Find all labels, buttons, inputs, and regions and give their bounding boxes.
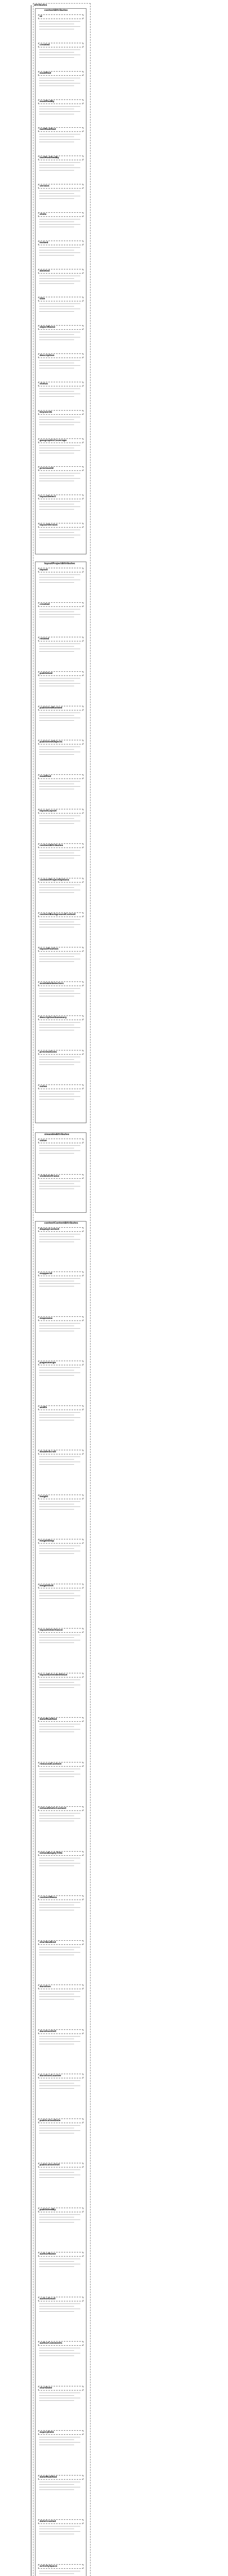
attribute-box[interactable]	[38, 2297, 83, 2301]
attribute-description-rule	[39, 106, 80, 107]
attribute-description-rule	[39, 1064, 74, 1065]
attribute-description-rule	[39, 501, 80, 502]
attribute-name: objectName	[40, 326, 56, 329]
attribute-description-rule	[39, 2219, 80, 2220]
group-name-layout-project-attributes: layoutProjectAttributes	[44, 563, 75, 565]
attribute-description-rule	[39, 1860, 74, 1861]
attribute-name: heightStep	[40, 1540, 55, 1543]
attribute-box[interactable]	[38, 269, 83, 274]
attribute-description-rule	[39, 80, 74, 81]
attribute-name: durationCounter	[40, 2075, 61, 2078]
attribute-name: activitySpace	[40, 2565, 58, 2568]
attribute-description-rule	[39, 786, 80, 787]
attribute-name: modifiedBy	[40, 100, 55, 103]
attribute-description-rule	[39, 1952, 80, 1953]
attribute-description-rule	[39, 2177, 74, 2178]
attribute-description-rule	[39, 2222, 74, 2223]
attribute-box[interactable]	[38, 1174, 83, 1179]
attribute-box[interactable]	[38, 2252, 83, 2257]
attribute-description-rule	[39, 643, 80, 644]
attribute-description-rule	[39, 988, 80, 989]
attribute-box[interactable]	[38, 1084, 83, 1089]
attribute-description-rule	[39, 396, 74, 397]
attribute-name: layoutLayout	[40, 810, 57, 813]
attribute-description-rule	[39, 1593, 74, 1594]
attribute-description-rule	[39, 139, 80, 140]
attribute-description-rule	[39, 1375, 74, 1376]
attribute-box[interactable]	[38, 99, 83, 104]
attribute-description-rule	[39, 2130, 80, 2131]
attribute-name: visibleInIframe	[40, 1175, 60, 1178]
attribute-name: dateModified	[40, 1718, 57, 1721]
attribute-description-rule	[39, 365, 80, 366]
attribute-box[interactable]	[38, 1050, 83, 1055]
attribute-description-rule	[39, 850, 80, 851]
attribute-description-rule	[39, 445, 80, 446]
attribute-description-rule	[39, 1027, 80, 1028]
attribute-box[interactable]	[38, 297, 83, 301]
attribute-description-rule	[39, 781, 80, 782]
attribute-box[interactable]	[38, 1851, 83, 1856]
attribute-description-rule	[39, 1902, 80, 1903]
attribute-description-rule	[39, 887, 74, 888]
attribute-box[interactable]	[38, 1584, 83, 1588]
attribute-description-rule	[39, 924, 80, 925]
attribute-box[interactable]	[38, 1985, 83, 1989]
attribute-name: publishedObjects	[40, 741, 63, 744]
attribute-description-rule	[39, 478, 80, 479]
attribute-description-rule	[39, 919, 80, 920]
attribute-name: layoutSelect	[40, 496, 56, 499]
attribute-name: related	[40, 637, 49, 640]
attribute-name: notes	[40, 1086, 47, 1089]
attribute-description-rule	[39, 509, 74, 510]
attribute-description-rule	[39, 1145, 80, 1146]
group-name-viewable-attributes: viewableAttributes	[44, 1133, 69, 1136]
attribute-description-rule	[39, 1456, 80, 1457]
attribute-box[interactable]	[38, 1405, 83, 1410]
attribute-description-rule	[39, 1996, 80, 1997]
attribute-description-rule	[39, 1642, 74, 1643]
attribute-description-rule	[39, 1548, 74, 1549]
attribute-description-rule	[39, 334, 74, 335]
attribute-name: availableSelectors	[40, 982, 64, 985]
attribute-box[interactable]	[38, 706, 83, 710]
attribute-description-rule	[39, 1096, 80, 1097]
attribute-box[interactable]	[38, 1762, 83, 1767]
attribute-description-rule	[39, 162, 80, 163]
attribute-description-rule	[39, 956, 74, 957]
attribute-box[interactable]	[38, 1673, 83, 1677]
attribute-name: publicationDate	[40, 2119, 61, 2122]
attribute-box[interactable]	[38, 740, 83, 744]
attributes-label: attributes	[34, 4, 47, 7]
attribute-name: created	[40, 43, 50, 46]
attribute-description-rule	[39, 1283, 80, 1284]
attribute-name: publishedBy	[40, 2208, 56, 2211]
attribute-description-rule	[39, 283, 74, 284]
attribute-name: version	[40, 185, 49, 188]
attribute-description-rule	[39, 21, 80, 22]
attribute-name: descriptionSummary	[40, 1016, 67, 1020]
attribute-name: mapperid	[40, 1273, 52, 1276]
group-content-attributes	[35, 8, 86, 554]
attribute-box[interactable]	[38, 1895, 83, 1900]
attribute-box[interactable]	[38, 2208, 83, 2212]
attribute-description-rule	[39, 1417, 80, 1418]
attribute-name: contentProjectOptions	[40, 878, 69, 882]
attribute-name: id	[40, 15, 42, 18]
attribute-box[interactable]	[38, 71, 83, 76]
attribute-name: contentMenu	[40, 1896, 57, 1900]
attribute-description-rule	[39, 2531, 80, 2532]
attribute-name: dateModified	[40, 2476, 57, 2479]
attribute-description-rule	[39, 303, 80, 304]
attribute-box[interactable]	[38, 981, 83, 986]
attribute-description-rule	[39, 537, 74, 538]
attribute-description-rule	[39, 1464, 74, 1465]
attribute-description-rule	[39, 278, 74, 279]
attribute-name: isUsedStaticContent	[40, 1807, 66, 1810]
attribute-description-rule	[39, 1991, 80, 1992]
attribute-box[interactable]	[38, 2519, 83, 2524]
attribute-description-rule	[39, 1818, 80, 1819]
attribute-box[interactable]	[38, 2163, 83, 2167]
attribute-box[interactable]	[38, 1717, 83, 1722]
attribute-description-rule	[39, 2306, 74, 2307]
attribute-description-rule	[39, 2489, 74, 2490]
attribute-description-rule	[39, 2041, 80, 2042]
attribute-name: isUsedEmptyTitle	[40, 1852, 63, 1855]
attribute-box[interactable]	[38, 14, 83, 19]
attribute-name: authorEmail	[40, 2297, 56, 2300]
attribute-description-rule	[39, 26, 80, 27]
attribute-description-rule	[39, 1687, 74, 1688]
attribute-box[interactable]	[38, 843, 83, 848]
attribute-name: lastModifiedBy	[40, 157, 59, 160]
attribute-description-rule	[39, 198, 74, 199]
attribute-description-rule	[39, 419, 74, 420]
attribute-name: heightUnit	[40, 1584, 54, 1587]
attribute-box[interactable]	[38, 1628, 83, 1633]
attribute-description-rule	[39, 193, 74, 194]
attribute-description-rule	[39, 2350, 74, 2351]
attribute-box[interactable]	[38, 1227, 83, 1232]
attribute-box[interactable]	[38, 1015, 83, 1020]
attribute-box[interactable]	[38, 241, 83, 245]
attribute-description-rule	[39, 306, 74, 307]
attribute-description-rule	[39, 1367, 80, 1368]
attribute-description-rule	[39, 1459, 74, 1460]
attribute-description-rule	[39, 1236, 74, 1237]
attribute-description-rule	[39, 1682, 74, 1683]
attribute-description-rule	[39, 1771, 74, 1772]
attribute-description-rule	[39, 360, 80, 361]
attribute-name: displayContent	[40, 1228, 60, 1231]
attribute-name: authorName	[40, 2253, 56, 2256]
attribute-description-rule	[39, 1412, 80, 1413]
attribute-name: previousId	[40, 467, 54, 470]
attribute-description-rule	[39, 2303, 80, 2304]
attribute-box[interactable]	[38, 466, 83, 471]
attribute-description-rule	[39, 749, 74, 750]
attribute-description-rule	[39, 52, 74, 53]
attribute-description-rule	[39, 1022, 80, 1023]
attribute-description-rule	[39, 1328, 80, 1329]
attribute-description-rule	[39, 2573, 74, 2574]
attribute-name: state	[40, 213, 47, 216]
attribute-description-rule	[39, 2439, 74, 2440]
attribute-description-rule	[39, 1509, 74, 1510]
attribute-description-rule	[39, 993, 80, 994]
attribute-description-rule	[39, 1813, 80, 1814]
attribute-box[interactable]	[38, 382, 83, 386]
attribute-box[interactable]	[38, 912, 83, 917]
attribute-description-rule	[39, 614, 80, 615]
attribute-description-rule	[39, 1239, 80, 1240]
attribute-name: status	[40, 382, 48, 385]
attribute-description-rule	[39, 678, 80, 679]
attribute-description-rule	[39, 1907, 80, 1908]
attribute-box[interactable]	[38, 495, 83, 499]
attribute-name: removedContent	[40, 1762, 62, 1766]
attribute-description-rule	[39, 2261, 74, 2262]
attribute-description-rule	[39, 1726, 74, 1727]
attribute-description-rule	[39, 1553, 74, 1554]
attribute-box[interactable]	[38, 602, 83, 607]
attribute-description-rule	[39, 167, 80, 168]
attribute-description-rule	[39, 57, 74, 58]
attribute-box[interactable]	[38, 568, 83, 572]
attribute-name: previewSizes	[40, 1051, 57, 1054]
attribute-name: startAndEnd	[40, 1941, 56, 1944]
attribute-name: published	[40, 672, 52, 675]
attribute-description-rule	[39, 450, 80, 451]
attribute-name: layoutPosition	[40, 947, 59, 951]
attribute-box[interactable]	[38, 774, 83, 779]
attribute-name: layout	[40, 569, 48, 571]
attribute-description-rule	[39, 2088, 74, 2089]
attribute-name: pagesmerge	[40, 1362, 56, 1365]
attribute-description-rule	[39, 247, 80, 248]
attribute-description-rule	[39, 255, 74, 256]
attribute-box[interactable]	[38, 2119, 83, 2123]
attribute-description-rule	[39, 1501, 80, 1502]
attribute-box[interactable]	[38, 2430, 83, 2435]
attribute-box[interactable]	[38, 1272, 83, 1276]
attribute-description-rule	[39, 532, 74, 533]
attribute-description-rule	[39, 715, 74, 716]
attribute-description-rule	[39, 2080, 80, 2081]
attribute-description-rule	[39, 961, 74, 962]
attribute-name: authorComments	[40, 2342, 62, 2345]
attribute-name: dateCreated	[40, 2520, 56, 2523]
attribute-description-rule	[39, 1183, 74, 1184]
attribute-description-rule	[39, 720, 74, 721]
attribute-description-rule	[39, 388, 80, 389]
attribute-box[interactable]	[38, 2475, 83, 2480]
attribute-description-rule	[39, 49, 80, 50]
attribute-description-rule	[39, 2311, 74, 2312]
attribute-name: title	[40, 298, 45, 301]
attribute-name: created	[40, 603, 50, 606]
attribute-description-rule	[39, 391, 74, 392]
attribute-description-rule	[39, 823, 74, 824]
attribute-box[interactable]	[38, 1806, 83, 1811]
attribute-description-rule	[39, 1590, 80, 1591]
attribute-name: keywords	[40, 411, 52, 414]
attribute-box[interactable]	[38, 1139, 83, 1143]
attribute-description-rule	[39, 1278, 80, 1279]
attribute-box[interactable]	[38, 523, 83, 528]
attribute-description-rule	[39, 224, 80, 225]
attribute-description-rule	[39, 1186, 80, 1187]
attribute-description-rule	[39, 2214, 80, 2215]
attribute-box[interactable]	[38, 1940, 83, 1945]
attribute-name: publishedRanked	[40, 706, 62, 709]
attribute-box[interactable]	[38, 2029, 83, 2034]
attribute-description-rule	[39, 1776, 74, 1777]
attribute-description-rule	[39, 2400, 74, 2401]
attribute-name: doubleScroll	[40, 1451, 56, 1454]
attribute-name: startDate	[40, 2386, 52, 2389]
attribute-name: layoutExtendedValue	[40, 1673, 67, 1676]
group-name-content-attributes: contentAttributes	[44, 9, 68, 12]
attribute-name: width	[40, 1406, 47, 1409]
attribute-description-rule	[39, 1637, 74, 1638]
attribute-description-rule	[39, 577, 74, 578]
group-name-content-content-attributes: contentContentAttributes	[44, 1222, 78, 1225]
attribute-box[interactable]	[38, 947, 83, 952]
attribute-description-rule	[39, 683, 80, 684]
attribute-box[interactable]	[38, 2386, 83, 2391]
attribute-box[interactable]	[38, 637, 83, 641]
attribute-box[interactable]	[38, 1495, 83, 1499]
attribute-description-rule	[39, 2266, 74, 2267]
attribute-name: durationUnit	[40, 2030, 57, 2033]
attribute-description-rule	[39, 2125, 80, 2126]
attribute-description-rule	[39, 1091, 80, 1092]
attribute-name: publicationUnit	[40, 2164, 60, 2167]
attribute-box[interactable]	[38, 353, 83, 358]
attribute-box[interactable]	[38, 1316, 83, 1321]
attribute-description-rule	[39, 1153, 74, 1154]
attribute-box[interactable]	[38, 325, 83, 330]
attribute-name: expiryDate	[40, 2431, 54, 2434]
attribute-box[interactable]	[38, 43, 83, 47]
attribute-box[interactable]	[38, 2074, 83, 2078]
attribute-description-rule	[39, 574, 80, 575]
attribute-name: deleted	[40, 269, 50, 273]
attribute-description-rule	[39, 2036, 80, 2037]
attribute-description-rule	[39, 170, 74, 171]
attribute-name: geographicCoverage	[40, 439, 67, 442]
attribute-box[interactable]	[38, 1539, 83, 1544]
attribute-description-rule	[39, 2355, 74, 2356]
attribute-description-rule	[39, 2442, 80, 2443]
attribute-name: mapname	[40, 1317, 52, 1320]
attribute-description-rule	[39, 892, 74, 893]
attribute-name: height	[40, 1495, 48, 1498]
attribute-description-rule	[39, 2172, 74, 2173]
attribute-name: layoutVersion	[40, 524, 58, 527]
attribute-description-rule	[39, 855, 80, 856]
attribute-description-rule	[39, 2526, 80, 2527]
attribute-description-rule	[39, 1150, 80, 1151]
attribute-description-rule	[39, 1059, 74, 1060]
attribute-description-rule	[39, 754, 74, 755]
attribute-name: modified	[40, 72, 51, 75]
attribute-box[interactable]	[38, 2564, 83, 2569]
attribute-name: locked	[40, 241, 48, 244]
attribute-name: contentBackgroundContent	[40, 913, 76, 916]
attribute-box[interactable]	[38, 809, 83, 814]
attribute-description-rule	[39, 1323, 80, 1324]
group-viewable-attributes	[35, 1132, 86, 1213]
attribute-box[interactable]	[38, 1361, 83, 1365]
attribute-box[interactable]	[38, 212, 83, 217]
attribute-box[interactable]	[38, 671, 83, 676]
attribute-description-rule	[39, 1598, 74, 1599]
attribute-description-rule	[39, 651, 74, 652]
attribute-description-rule	[39, 1372, 80, 1373]
attribute-box[interactable]	[38, 156, 83, 160]
attribute-description-rule	[39, 818, 74, 819]
attribute-box[interactable]	[38, 878, 83, 883]
attribute-box[interactable]	[38, 2341, 83, 2346]
attribute-name: duration	[40, 1986, 51, 1989]
attribute-description-rule	[39, 2395, 74, 2396]
attribute-box[interactable]	[38, 127, 83, 132]
attribute-description-rule	[39, 1729, 80, 1730]
attribute-name: contentAttributes	[40, 844, 63, 847]
attribute-description-rule	[39, 582, 74, 583]
attribute-name: layoutInheritance	[40, 1629, 63, 1632]
attribute-description-rule	[39, 646, 74, 647]
attribute-name: value	[40, 1140, 47, 1142]
attribute-description-rule	[39, 1506, 80, 1507]
attribute-description-rule	[39, 2484, 74, 2485]
attribute-box[interactable]	[38, 410, 83, 415]
attribute-name: description	[40, 354, 55, 358]
attribute-description-rule	[39, 311, 74, 312]
attribute-name: lastModified	[40, 128, 56, 131]
attribute-box[interactable]	[38, 184, 83, 189]
attribute-description-rule	[39, 111, 80, 112]
attribute-name: modified	[40, 775, 51, 778]
attribute-description-rule	[39, 252, 80, 253]
attribute-description-rule	[39, 506, 80, 507]
attribute-box[interactable]	[38, 438, 83, 443]
attribute-box[interactable]	[38, 1450, 83, 1454]
